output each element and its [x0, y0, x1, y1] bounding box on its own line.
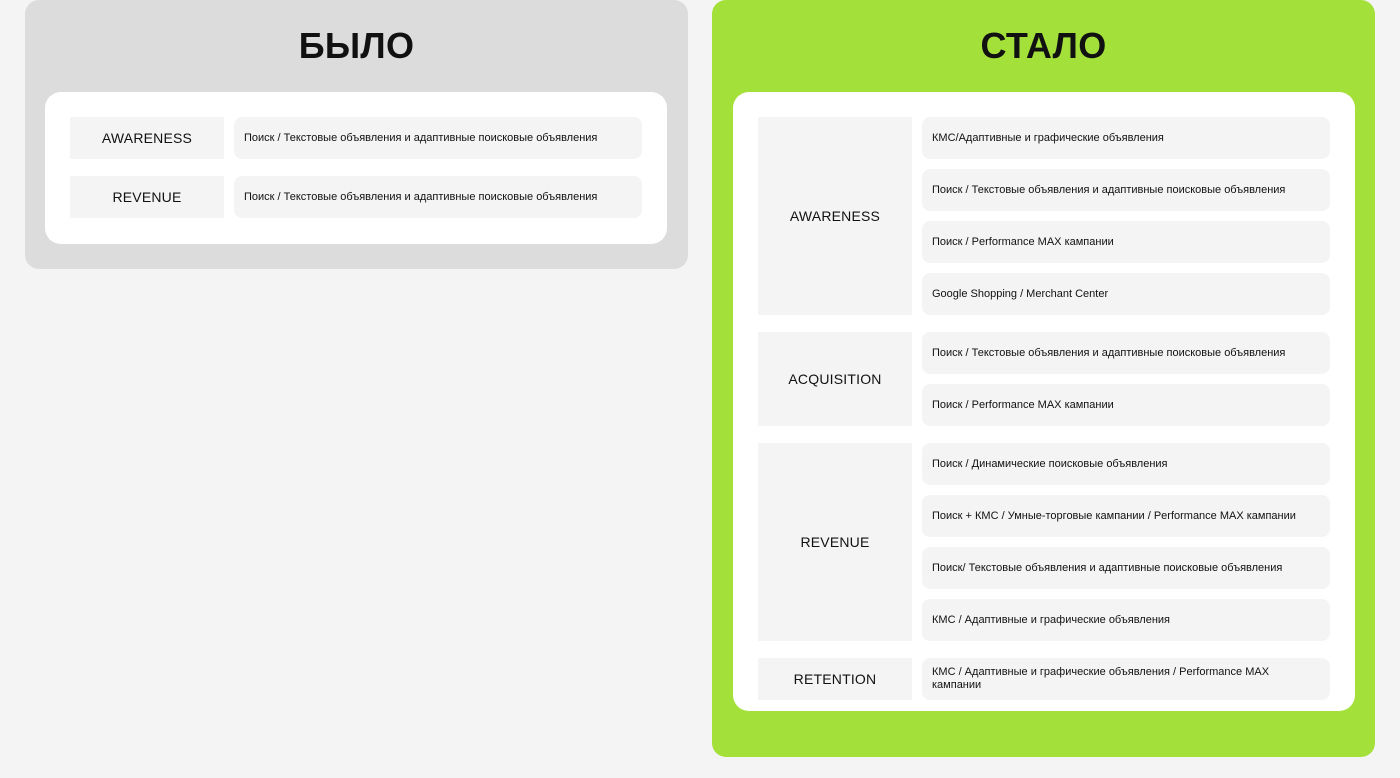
after-stage-revenue: REVENUE [758, 443, 912, 641]
after-channel-retention-1: КМС / Адаптивные и графические объявления / Performance MAX кампании [922, 658, 1330, 700]
before-stage-awareness: AWARENESS [70, 117, 224, 159]
before-title: БЫЛО [298, 25, 415, 66]
after-stage-awareness: AWARENESS [758, 117, 912, 315]
after-channel-awareness-3: Поиск / Performance MAX кампании [922, 221, 1330, 263]
before-channel-revenue-1: Поиск / Текстовые объявления и адаптивные поисковые объявления [234, 176, 642, 218]
after-channel-awareness-2: Поиск / Текстовые объявления и адаптивные поисковые объявления [922, 169, 1330, 211]
after-channel-revenue-2: Поиск + КМС / Умные-торговые кампании / Performance MAX кампании [922, 495, 1330, 537]
after-channel-acquisition-1: Поиск / Текстовые объявления и адаптивные поисковые объявления [922, 332, 1330, 374]
after-card [733, 92, 1355, 711]
after-channel-revenue-3: Поиск/ Текстовые объявления и адаптивные поисковые объявления [922, 547, 1330, 589]
before-stage-revenue: REVENUE [70, 176, 224, 218]
before-panel [25, 0, 688, 269]
after-title: СТАЛО [980, 25, 1107, 66]
after-channel-revenue-4: КМС / Адаптивные и графические объявления [922, 599, 1330, 641]
after-stage-acquisition: ACQUISITION [758, 332, 912, 426]
after-channel-revenue-1: Поиск / Динамические поисковые объявления [922, 443, 1330, 485]
after-panel [712, 0, 1375, 757]
after-stage-retention: RETENTION [758, 658, 912, 700]
before-card [45, 92, 667, 244]
before-channel-awareness-1: Поиск / Текстовые объявления и адаптивные поисковые объявления [234, 117, 642, 159]
after-channel-awareness-4: Google Shopping / Merchant Center [922, 273, 1330, 315]
after-channel-awareness-1: КМС/Адаптивные и графические объявления [922, 117, 1330, 159]
after-channel-acquisition-2: Поиск / Performance MAX кампании [922, 384, 1330, 426]
